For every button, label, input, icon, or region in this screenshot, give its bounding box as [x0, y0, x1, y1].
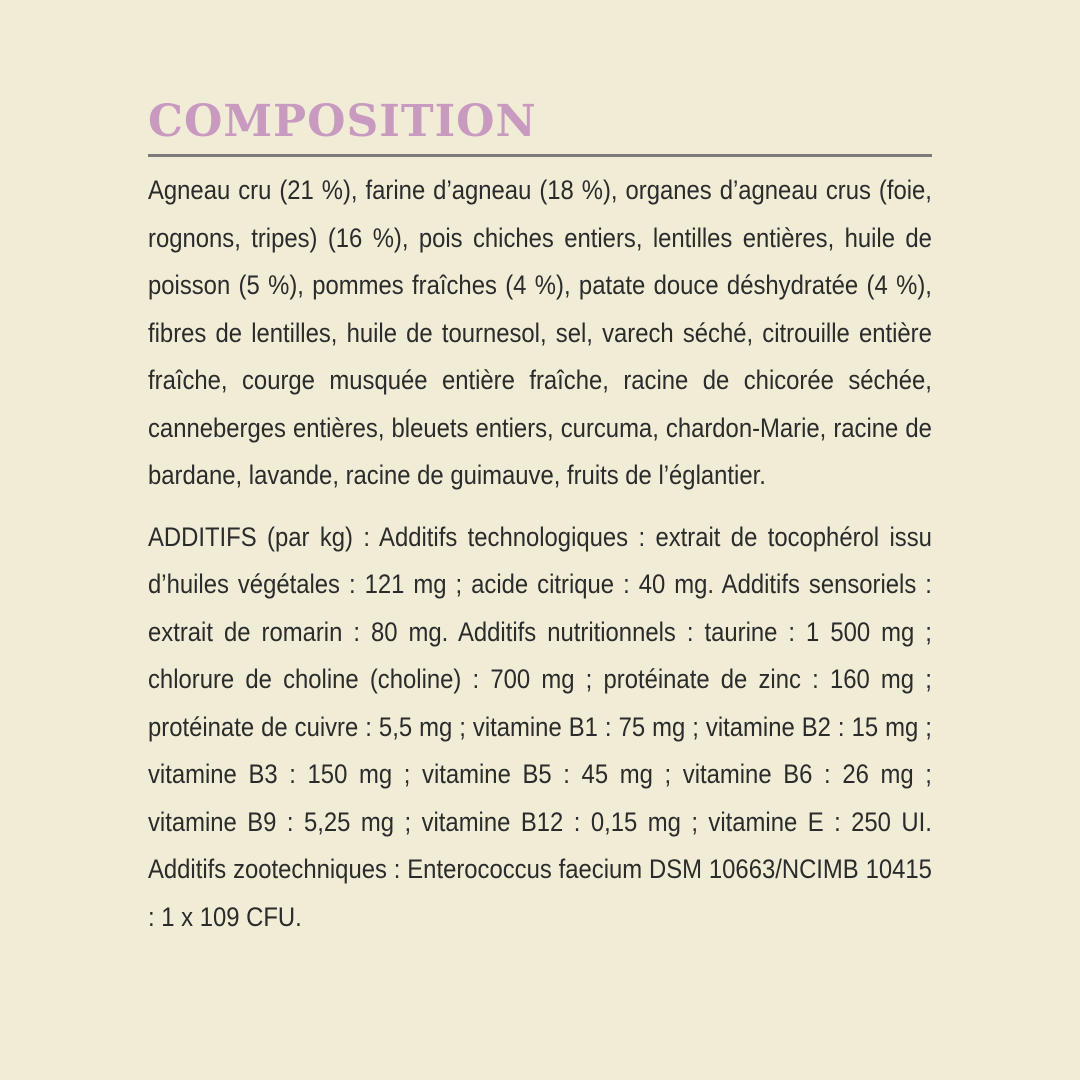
additives-paragraph: ADDITIFS (par kg) : Additifs technologiques : extrait de tocophérol issu d’huiles végétales : 121 mg ; acide citrique : 40 mg. Additifs sensoriels : extrait de romarin : 80 mg. Additifs nutritionnels : taurine : 1 500 mg ; chlorure de choline (choline) : 700 mg ; protéinate de zinc : 160 mg ; protéinate de cuivre : 5,5 mg ; vitamine B1 : 75 mg ; vitamine B2 : 15 mg ; vitamine B3 : 150 mg ; vitamine B5 : 45 mg ; vitamine B6 : 26 mg ; vitamine B9 : 5,25 mg ; vitamine B12 : 0,15 mg ; vitamine E : 250 UI. Additifs zootechniques : Enterococcus faecium DSM 10663/NCIMB 10415 : 1 x 109 CFU.: [148, 521, 932, 932]
composition-panel: [148, 96, 932, 941]
heading-divider: [148, 154, 932, 157]
composition-paragraph: Agneau cru (21 %), farine d’agneau (18 %), organes d’agneau crus (foie, rognons, tripes) (16 %), pois chiches entiers, lentilles entières, huile de poisson (5 %), pommes fraîches (4 %), patate douce déshydratée (4 %), fibres de lentilles, huile de tournesol, sel, varech séché, citrouille entière fraîche, courge musquée entière fraîche, racine de chicorée séchée, canneberges entières, bleuets entiers, curcuma, chardon-Marie, racine de bardane, lavande, racine de guimauve, fruits de l’églantier.: [148, 175, 932, 490]
section-heading: COMPOSITION: [148, 96, 537, 147]
